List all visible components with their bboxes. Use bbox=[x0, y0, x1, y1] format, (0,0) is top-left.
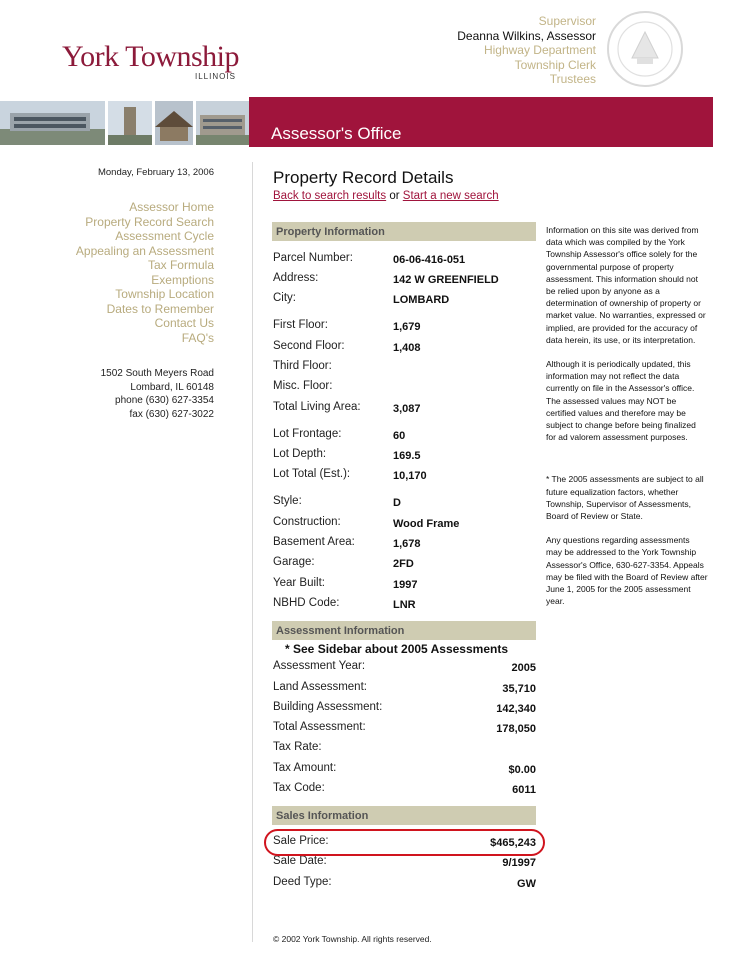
record-value: 2005 bbox=[511, 662, 536, 674]
record-value: 60 bbox=[393, 430, 406, 442]
page-title: Property Record Details bbox=[273, 168, 454, 187]
current-date: Monday, February 13, 2006 bbox=[97, 167, 214, 178]
column-divider bbox=[252, 162, 253, 942]
township-buildings-photo bbox=[0, 97, 249, 147]
record-label: Garage: bbox=[273, 556, 315, 568]
sidebar-item-township-location[interactable]: Township Location bbox=[115, 287, 214, 301]
record-label: Style: bbox=[273, 495, 302, 507]
record-value: Wood Frame bbox=[393, 518, 460, 530]
record-row-first-floor bbox=[273, 319, 536, 335]
sidebar-item-assessment-cycle[interactable]: Assessment Cycle bbox=[115, 229, 214, 243]
nav-supervisor[interactable]: Supervisor bbox=[538, 14, 596, 28]
record-value: 6011 bbox=[512, 784, 536, 796]
record-value: 10,170 bbox=[393, 470, 427, 482]
record-value: 06-06-416-051 bbox=[393, 254, 466, 266]
record-row-sale-date bbox=[273, 855, 536, 871]
property-information-header: Property Information bbox=[272, 222, 536, 241]
office-address bbox=[60, 367, 214, 421]
disclaimer-paragraph: * The 2005 assessments are subject to all future equalization factors, whether Township, Supervisor of Assessments, Board of Review or State. bbox=[546, 474, 704, 522]
record-label: Land Assessment: bbox=[273, 681, 367, 693]
address-phone: phone (630) 627-3354 bbox=[115, 395, 214, 406]
record-value: 35,710 bbox=[502, 683, 536, 695]
record-label: Lot Frontage: bbox=[273, 428, 342, 440]
disclaimer-paragraph: Information on this site was derived from data which was compiled by the York Township Assessor's office solely for the governmental purpose of property assessment. This information should not be relied upon by anyone as a determination of ownership of property or market value. No warranties, expressed or implied, are provided for the accuracy of data herein, its use, or its interpretation. bbox=[546, 225, 706, 345]
record-value: 3,087 bbox=[393, 403, 421, 415]
record-label: Tax Amount: bbox=[273, 762, 337, 774]
record-row-tax-rate bbox=[273, 741, 536, 757]
record-value: $465,243 bbox=[490, 837, 536, 849]
nav-township-clerk[interactable]: Township Clerk bbox=[514, 57, 596, 72]
page-banner bbox=[0, 97, 750, 147]
new-search-link[interactable]: Start a new search bbox=[402, 190, 499, 202]
record-value: 2FD bbox=[393, 558, 414, 570]
record-row-lot-depth bbox=[273, 448, 536, 464]
record-label: Parcel Number: bbox=[273, 252, 353, 264]
record-value: 9/1997 bbox=[502, 857, 536, 869]
record-row-year-built bbox=[273, 577, 536, 593]
record-label: NBHD Code: bbox=[273, 597, 340, 609]
record-label: Third Floor: bbox=[273, 360, 332, 372]
nav-trustees[interactable]: Trustees bbox=[549, 72, 596, 86]
record-row-tax-amount bbox=[273, 762, 536, 778]
record-value: GW bbox=[517, 878, 536, 890]
record-label: Lot Depth: bbox=[273, 448, 327, 460]
record-label: Second Floor: bbox=[273, 340, 345, 352]
record-label: Total Living Area: bbox=[273, 401, 361, 413]
record-value: 169.5 bbox=[393, 450, 421, 462]
record-label: Basement Area: bbox=[273, 536, 355, 548]
disclaimer-paragraph: Any questions regarding assessments may be addressed to the York Township Assessor's Office, 630-627-3354. Appeals may be filed with the Board of Review after June 1, 2005 for the 2005 assessment year. bbox=[546, 535, 708, 607]
record-row-third-floor bbox=[273, 360, 536, 376]
nav-assessor[interactable]: Deanna Wilkins, Assessor bbox=[457, 28, 596, 43]
record-row-garage bbox=[273, 556, 536, 572]
record-value: 142,340 bbox=[496, 703, 536, 715]
assessment-information-header: Assessment Information bbox=[272, 621, 536, 640]
top-navigation bbox=[457, 14, 596, 87]
record-row-deed-type bbox=[273, 876, 536, 892]
record-label: Assessment Year: bbox=[273, 660, 366, 672]
record-row-nbhd-code bbox=[273, 597, 536, 613]
record-label: Address: bbox=[273, 272, 319, 284]
record-label: Lot Total (Est.): bbox=[273, 468, 351, 480]
search-links bbox=[273, 190, 499, 202]
sidebar-item-dates-to-remember[interactable]: Dates to Remember bbox=[106, 301, 214, 316]
back-to-results-link[interactable]: Back to search results bbox=[273, 190, 387, 202]
record-label: Building Assessment: bbox=[273, 701, 383, 713]
record-value: 1,408 bbox=[393, 342, 421, 354]
record-value: 1,678 bbox=[393, 538, 421, 550]
record-row-total-living-area bbox=[273, 401, 536, 417]
nav-highway-department[interactable]: Highway Department bbox=[483, 43, 596, 57]
record-row-address bbox=[273, 272, 536, 288]
record-label: Misc. Floor: bbox=[273, 380, 333, 392]
sales-information-header: Sales Information bbox=[272, 806, 536, 825]
assessment-note: * See Sidebar about 2005 Assessments bbox=[285, 642, 508, 656]
copyright-footer: © 2002 York Township. All rights reserved. bbox=[273, 934, 432, 944]
sidebar-item-tax-formula[interactable]: Tax Formula bbox=[147, 258, 214, 272]
record-row-building-assessment bbox=[273, 701, 536, 717]
record-row-land-assessment bbox=[273, 681, 536, 697]
logo-text: York Township bbox=[62, 40, 240, 73]
record-value: 178,050 bbox=[496, 723, 536, 735]
record-row-parcel-number bbox=[273, 252, 536, 268]
address-street: 1502 South Meyers Road bbox=[100, 368, 214, 379]
disclaimer-paragraph: Although it is periodically updated, this information may not reflect the data currently on file in the Assessor's office. The assessed values may NOT be certified values and therefore may be subject to change before being finalized for ad valorem assessment purposes. bbox=[546, 359, 696, 443]
record-row-basement-area bbox=[273, 536, 536, 552]
disclaimer-panel bbox=[546, 224, 708, 619]
record-row-assessment-year bbox=[273, 660, 536, 676]
record-value: LOMBARD bbox=[393, 294, 450, 306]
record-row-construction bbox=[273, 516, 536, 532]
record-value: 1997 bbox=[393, 579, 418, 591]
record-label: Tax Rate: bbox=[273, 741, 322, 753]
address-city: Lombard, IL 60148 bbox=[130, 381, 214, 393]
sidebar-item-contact-us[interactable]: Contact Us bbox=[154, 316, 214, 330]
record-label: Total Assessment: bbox=[273, 721, 366, 733]
township-logo[interactable] bbox=[62, 40, 240, 81]
record-row-misc-floor bbox=[273, 380, 536, 396]
record-row-lot-total-est bbox=[273, 468, 536, 484]
logo-subtext: ILLINOIS bbox=[195, 72, 236, 81]
record-row-city bbox=[273, 292, 536, 308]
record-row-tax-code bbox=[273, 782, 536, 798]
record-value: LNR bbox=[393, 599, 416, 611]
record-label: First Floor: bbox=[273, 319, 328, 331]
sale-price-highlight bbox=[264, 829, 545, 856]
sidebar-item-property-record-search[interactable]: Property Record Search bbox=[85, 214, 214, 229]
sidebar-item-faqs[interactable]: FAQ's bbox=[181, 330, 214, 345]
or-text: or bbox=[389, 190, 400, 202]
sidebar-item-assessor-home[interactable]: Assessor Home bbox=[129, 200, 214, 214]
record-value: 142 W GREENFIELD bbox=[393, 274, 499, 286]
record-value: 1,679 bbox=[393, 321, 421, 333]
record-label: Sale Date: bbox=[273, 855, 327, 867]
record-row-total-assessment bbox=[273, 721, 536, 737]
record-label: Deed Type: bbox=[273, 876, 332, 888]
record-row-second-floor bbox=[273, 340, 536, 356]
sidebar bbox=[60, 167, 214, 421]
record-label: Construction: bbox=[273, 516, 341, 528]
sidebar-nav bbox=[60, 200, 214, 345]
address-fax: fax (630) 627-3022 bbox=[129, 408, 214, 420]
record-label: Sale Price: bbox=[273, 835, 329, 847]
record-label: City: bbox=[273, 292, 296, 304]
sidebar-item-exemptions[interactable]: Exemptions bbox=[151, 272, 214, 287]
record-value: $0.00 bbox=[508, 764, 536, 776]
banner-title-bar bbox=[249, 97, 713, 147]
record-row-lot-frontage bbox=[273, 428, 536, 444]
record-label: Tax Code: bbox=[273, 782, 325, 794]
record-row-style bbox=[273, 495, 536, 511]
assessor-seal-icon bbox=[606, 10, 684, 88]
record-value: D bbox=[393, 497, 401, 509]
record-label: Year Built: bbox=[273, 577, 325, 589]
banner-title: Assessor's Office bbox=[271, 124, 402, 143]
sidebar-item-appealing-assessment[interactable]: Appealing an Assessment bbox=[75, 243, 214, 258]
